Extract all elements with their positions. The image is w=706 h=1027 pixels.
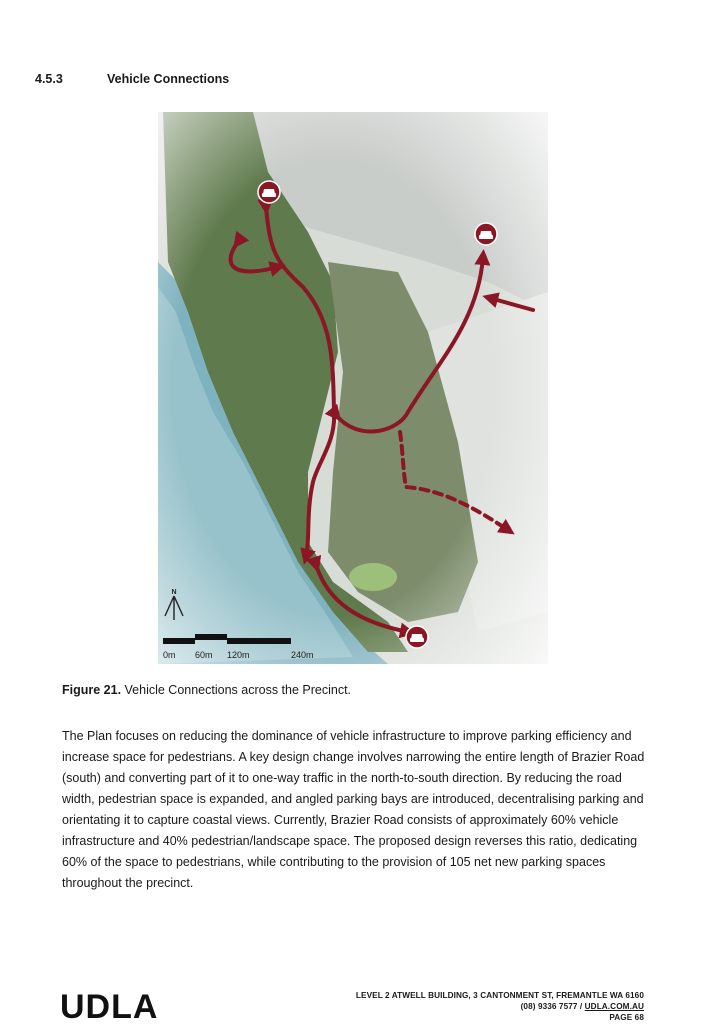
car-icon <box>258 181 280 203</box>
figure-caption <box>62 683 351 697</box>
caption-text: Vehicle Connections across the Precinct. <box>121 683 352 697</box>
page-number: PAGE 68 <box>609 1013 644 1022</box>
footer-contact <box>356 1001 644 1012</box>
scale-label: 0m <box>163 650 176 660</box>
footer-website-link[interactable]: UDLA.COM.AU <box>584 1002 644 1011</box>
scale-label: 240m <box>291 650 314 660</box>
footer <box>356 990 644 1023</box>
section-heading <box>35 72 229 86</box>
caption-label: Figure 21. <box>62 683 122 697</box>
footer-separator: / <box>577 1002 585 1011</box>
scale-label: 60m <box>195 650 213 660</box>
car-icon <box>406 626 428 648</box>
section-title: Vehicle Connections <box>107 72 230 86</box>
section-number: 4.5.3 <box>35 72 63 86</box>
car-icon <box>475 223 497 245</box>
udla-logo: UDLA <box>60 988 159 1026</box>
footer-phone: (08) 9336 7577 <box>520 1002 578 1011</box>
scale-label: 120m <box>227 650 250 660</box>
vehicle-connections-map <box>158 112 548 664</box>
body-paragraph: The Plan focuses on reducing the dominance of vehicle infrastructure to improve parking efficiency and increase space for pedestrians. A key design change involves narrowing the entire length of Brazier Road (south) and converting part of it to one-way traffic in the north-to-south direction. By reducing the road width, pedestrian space is expanded, and angled parking bays are introduced, decentralising parking and orientating it to capture coastal views. Currently, Brazier Road consists of approximately 60% vehicle infrastructure and 40% pedestrian/landscape space. The proposed design reverses this ratio, dedicating 60% of the space to pedestrians, while contributing to the provision of 105 net new parking spaces throughout the precinct. <box>62 729 645 890</box>
north-label: N <box>171 589 177 596</box>
footer-address: LEVEL 2 ATWELL BUILDING, 3 CANTONMENT ST, FREMANTLE WA 6160 <box>355 991 644 1000</box>
